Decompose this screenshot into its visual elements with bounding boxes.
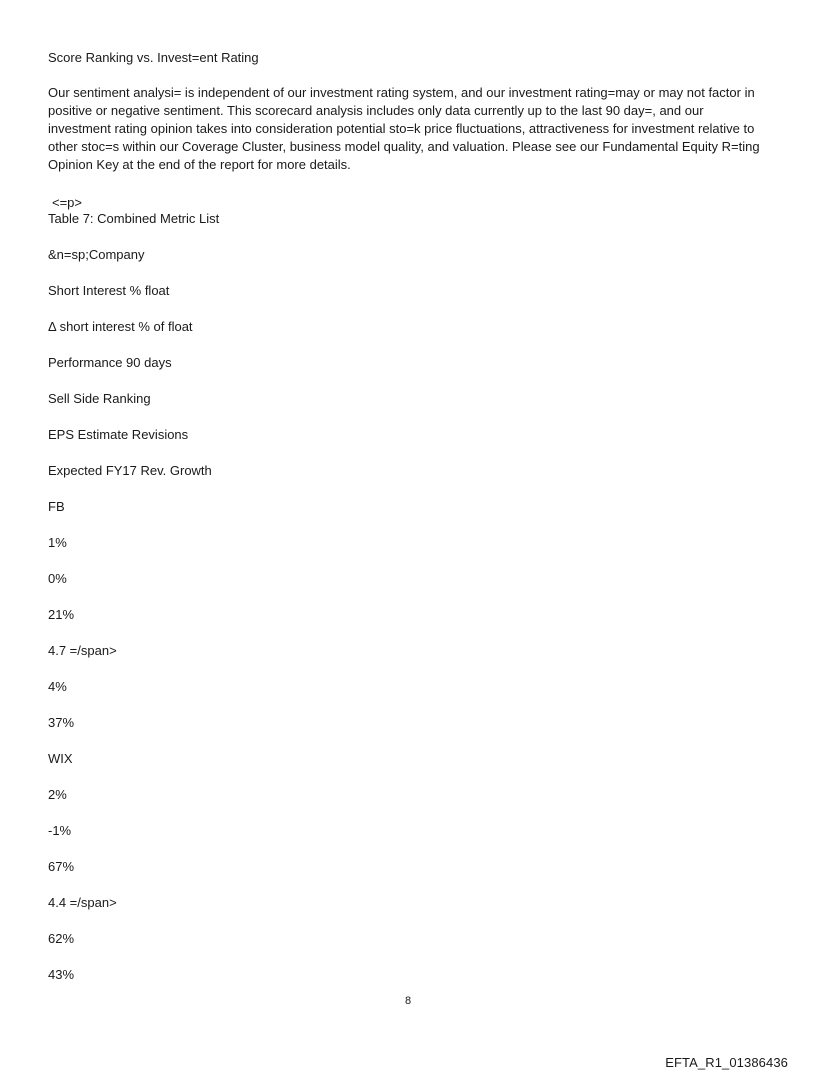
table-row: 4% xyxy=(48,679,67,694)
table-row: 67% xyxy=(48,859,75,874)
document-id: EFTA_R1_01386436 xyxy=(665,1055,788,1070)
page-number: 8 xyxy=(404,995,412,1007)
table-row: 21% xyxy=(48,607,75,622)
table-title: Table 7: Combined Metric List xyxy=(48,211,220,226)
table-row: 37% xyxy=(48,715,75,730)
table-row: WIX xyxy=(48,751,73,766)
table-row: Performance 90 days xyxy=(48,355,172,370)
table-row: EPS Estimate Revisions xyxy=(48,427,189,442)
table-row: Δ short interest % of float xyxy=(48,319,193,334)
body-paragraph: Our sentiment analysi= is independent of our investment rating system, and our investment rating=may or may not factor in positive or negative sentiment. This scorecard analysis includes only data currently up to the last 90 day=, and our investment rating opinion takes into consideration potential sto=k price fluctuations, attractiveness for investment relative to other stoc=s within our Coverage Cluster, business model quality, and valuation. Please see our Fundamental Equity R=ting Opinion Key at the end of the report for more details. xyxy=(48,85,764,172)
table-row: 4.4 =/span> xyxy=(48,895,117,910)
table-row: Expected FY17 Rev. Growth xyxy=(48,463,212,478)
table-row: 0% xyxy=(48,571,67,586)
table-row: -1% xyxy=(48,823,72,838)
table-row: FB xyxy=(48,499,65,514)
section-heading: Score Ranking vs. Invest=ent Rating xyxy=(48,50,259,65)
table-row: Short Interest % float xyxy=(48,283,170,298)
table-row: 2% xyxy=(48,787,67,802)
paragraph-marker: <=p> xyxy=(52,195,83,210)
table-row: 1% xyxy=(48,535,67,550)
table-row: 62% xyxy=(48,931,75,946)
table-row: Sell Side Ranking xyxy=(48,391,151,406)
table-row: 43% xyxy=(48,967,75,982)
table-row: &n=sp;Company xyxy=(48,247,145,262)
table-row: 4.7 =/span> xyxy=(48,643,117,658)
